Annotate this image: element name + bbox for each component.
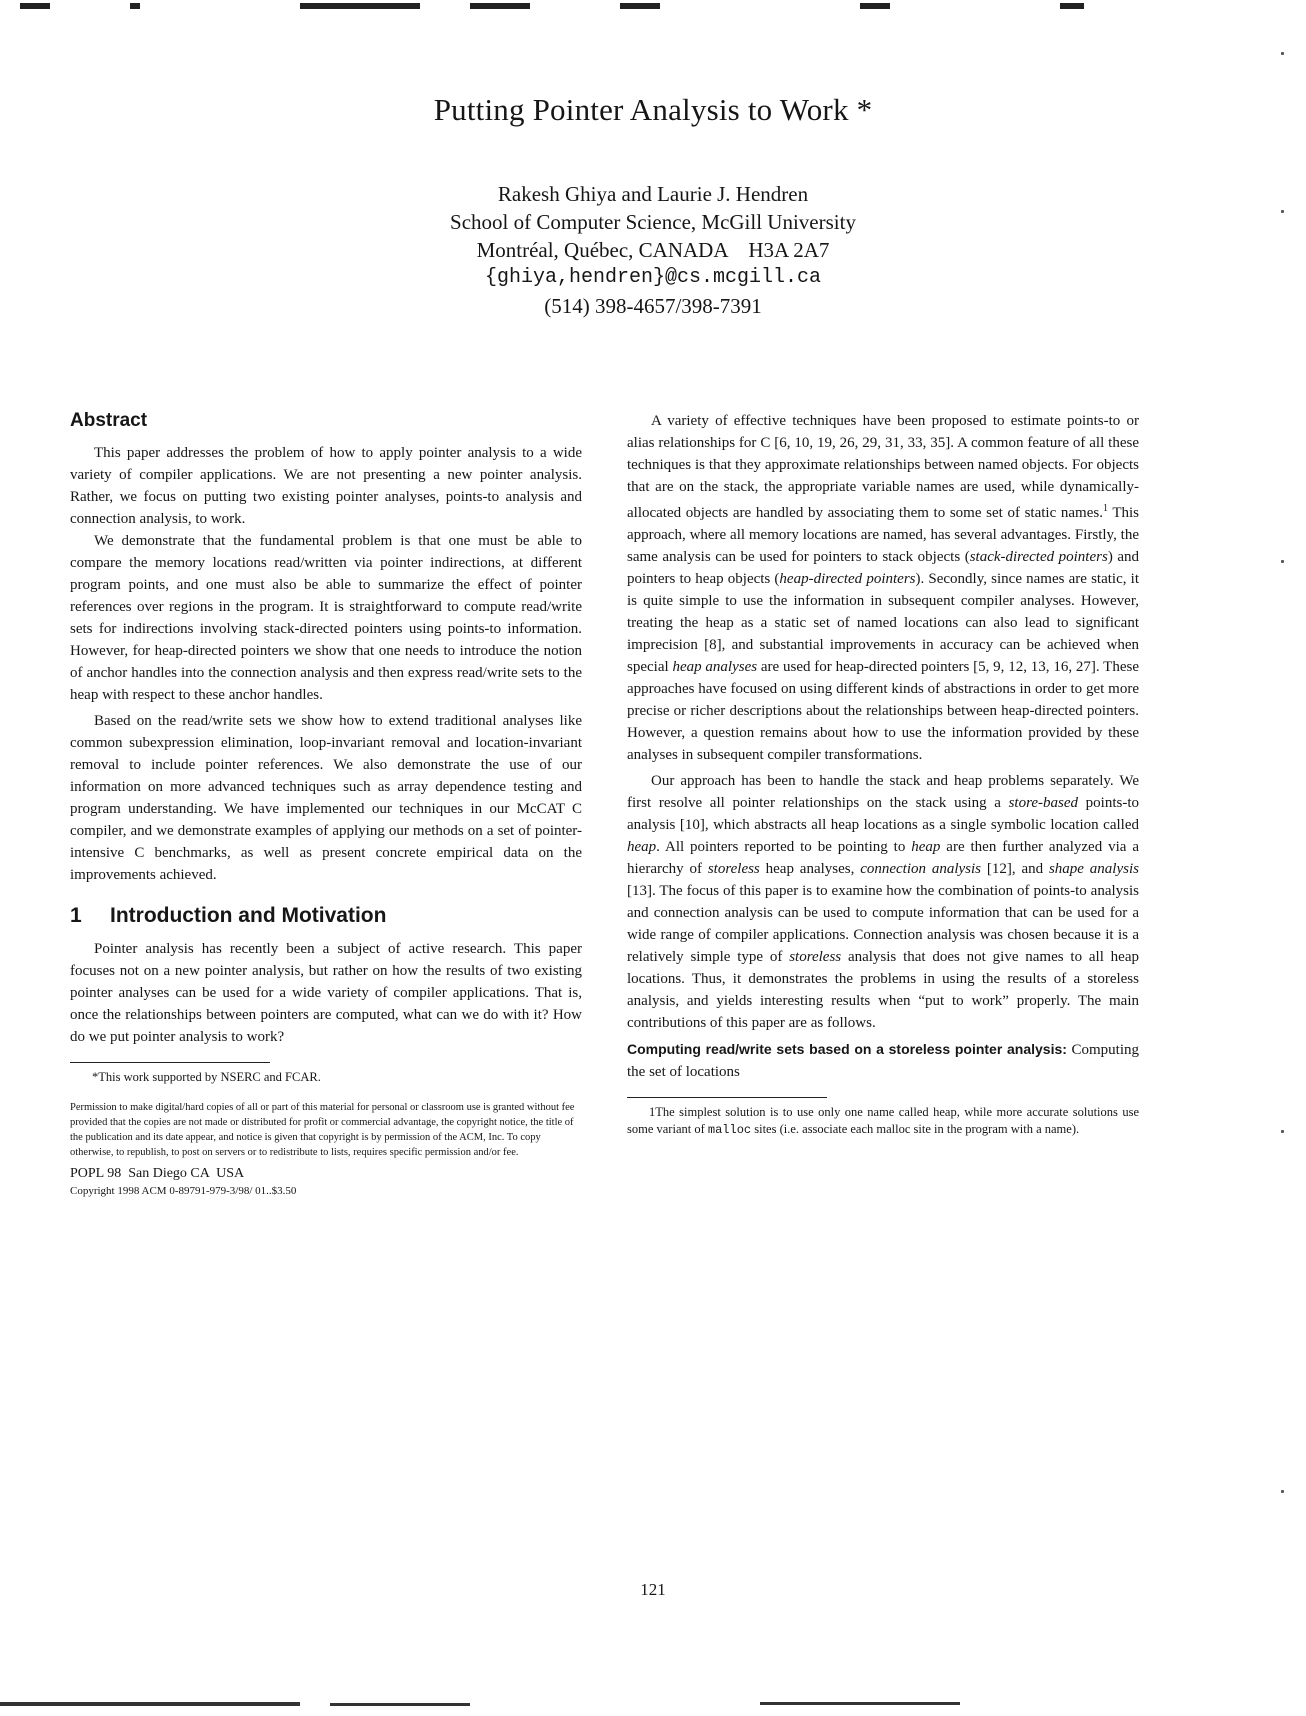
abstract-paragraph-3: Based on the read/write sets we show how to extend traditional analyses like common subexpression elimination, loop-invariant removal and location-invariant removal to include pointer references. We also demonstrate the use of our information on more advanced techniques such as array dependence testing and program understanding. We have implemented our techniques in our McCAT C compiler, and we demonstrate examples of applying our methods on a set of pointer-intensive C benchmarks, as well as present concrete empirical data on the improvements achieved. — [70, 713, 582, 883]
conference-line: POPL 98 San Diego CA USA — [70, 1166, 245, 1181]
abstract-paragraph-1: This paper addresses the problem of how to apply pointer analysis to a wide variety of compiler applications. We are not presenting a new pointer analysis. Rather, we focus on putting two existing pointer analyses, points-to analysis and connection analysis, to work. — [70, 445, 582, 527]
copyright-line: Copyright 1998 ACM 0-89791-979-3/98/ 01..$3.50 — [70, 1185, 297, 1197]
scan-mark — [1281, 1130, 1284, 1133]
permission-notice: Permission to make digital/hard copies of all or part of this material for personal or classroom use is granted without fee provided that the copies are not made or distributed for profit or commercial advantage, the copyright notice, the title of the publication and its date appear, and notice is given that copyright is by permission of the ACM, Inc. To copy otherwise, to republish, to post on servers or to redistribute to lists, requires specific permission and/or fee. — [70, 1102, 575, 1158]
author-email: {ghiya,hendren}@cs.mcgill.ca — [484, 266, 822, 289]
left-column — [70, 410, 582, 1199]
section-heading — [70, 904, 582, 928]
author-affiliation: School of Computer Science, McGill University — [450, 210, 856, 234]
section-title: Introduction and Motivation — [110, 904, 387, 927]
author-phone: (514) 398-4657/398-7391 — [544, 294, 762, 318]
scan-artifact-bottom — [0, 1696, 1306, 1716]
right-column — [627, 410, 1139, 1139]
scan-mark — [1281, 1490, 1284, 1493]
footnote-1: 1The simplest solution is to use only one name called heap, while more accurate solutions use some variant of malloc sites (i.e. associate each malloc site in the program with a name). — [627, 1105, 1139, 1137]
contribution-paragraph: Computing read/write sets based on a storeless pointer analysis: Computing the set of locations — [627, 1041, 1140, 1080]
author-location: Montréal, Québec, CANADA H3A 2A7 — [476, 238, 830, 262]
author-names: Rakesh Ghiya and Laurie J. Hendren — [497, 182, 809, 206]
footnote-rule — [70, 1062, 270, 1063]
right-paragraph-2: Our approach has been to handle the stack and heap problems separately. We first resolve all pointer relationships on the stack using a store-based points-to analysis [10], which abstracts all heap locations as a single symbolic location called heap. All pointers reported to be pointing to heap are then further analyzed via a hierarchy of storeless heap analyses, connection analysis [12], and shape analysis [13]. The focus of this paper is to examine how the combination of points-to analysis and connection analysis can be used to compute information that can be used for a wide range of compiler applications. Connection analysis was chosen because it is a relatively simple type of storeless analysis that does not give names to all heap locations. Thus, it demonstrates the problems in using the results of a storeless analysis, and yields interesting results when “put to work” properly. The main contributions of this paper are as follows. — [627, 773, 1139, 1031]
paper-title: Putting Pointer Analysis to Work * — [433, 92, 873, 127]
page-number: 121 — [640, 1580, 666, 1599]
abstract-heading: Abstract — [70, 410, 148, 431]
scan-artifact-top — [0, 0, 1306, 14]
intro-paragraph: Pointer analysis has recently been a subject of active research. This paper focuses not on a new pointer analysis, but rather on how the results of two existing pointer analyses can be used for a wide variety of compiler applications. That is, once the relationships between pointers are computed, what can we do with it? How do we put pointer analysis to work? — [70, 941, 582, 1045]
footnote-ref: 1 — [1102, 503, 1108, 514]
funding-footnote: *This work supported by NSERC and FCAR. — [92, 1070, 321, 1084]
right-paragraph-1: A variety of effective techniques have been proposed to estimate points-to or alias relationships for C [6, 10, 19, 26, 29, 31, 33, 35]. A common feature of all these techniques is that they approximate relationships between named objects. For objects that are on the stack, the appropriate variable names are used, while dynamically-allocated objects are handled by associating them to some set of static names.$^1$ This approach, where all memory locations are named, has several advantages. Firstly, the same analysis can be used for pointers to stack objects (stack-directed pointers) and pointers to heap objects (heap-directed pointers). Secondly, since names are static, it is quite simple to use the information in subsequent compiler analyses. However, treating the heap as a static set of named locations can also lead to significant imprecision [8], and substantial improvements in accuracy can be achieved when special heap analyses are used for heap-directed pointers [5, 9, 12, 13, 16, 27]. These approaches have focused on using different kinds of abstractions in order to get more precise or richer descriptions about the relationships between heap-directed pointers. However, a question remains about how to use the information provided by these analyses in subsequent compiler transformations. — [627, 413, 1139, 763]
abstract-paragraph-2: We demonstrate that the fundamental problem is that one must be able to compare the memory locations read/written via pointer indirections, at different program points, and one must also be able to summarize the effect of pointer references over regions in the program. It is straightforward to compute read/write sets for indirections involving stack-directed pointers using points-to information. However, for heap-directed pointers we show that one needs to introduce the notion of anchor handles into the connection analysis and then express read/write sets to the heap with respect to these anchor handles. — [70, 533, 582, 703]
author-block — [0, 180, 1306, 320]
scan-mark — [1281, 52, 1284, 55]
contribution-heading: Computing read/write sets based on a storeless pointer analysis: — [627, 1041, 1067, 1057]
scan-mark — [1281, 560, 1284, 563]
section-number: 1 — [70, 904, 82, 927]
footnote-rule-right — [627, 1097, 827, 1098]
